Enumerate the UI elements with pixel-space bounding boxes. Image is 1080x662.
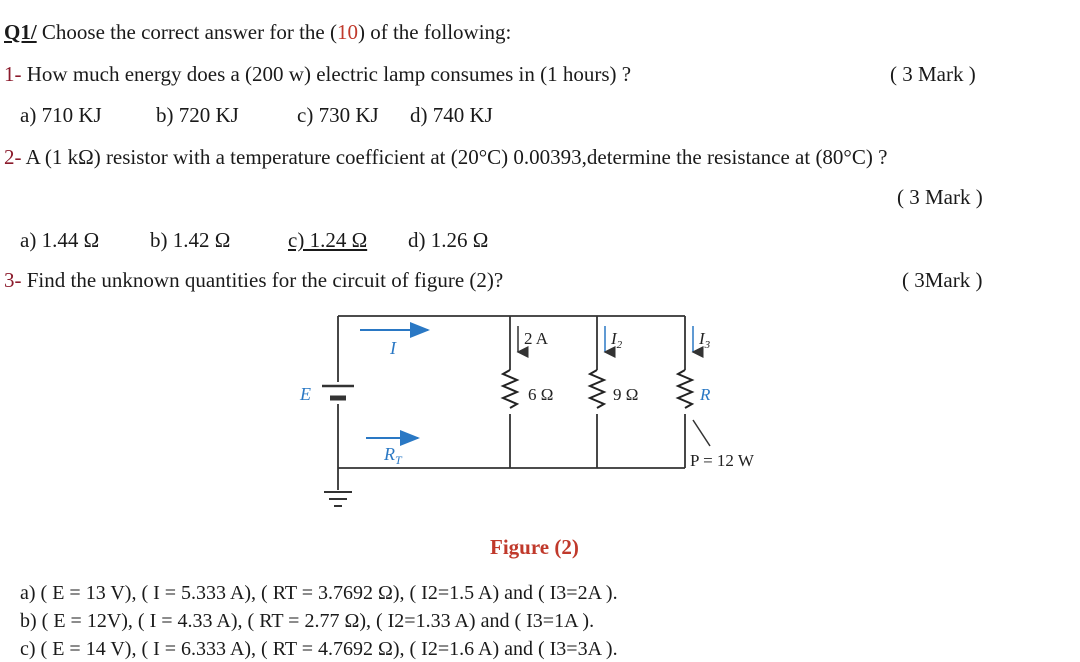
- question-1-text: How much energy does a (200 w) electric lamp consumes in (1 hours) ?: [26, 62, 632, 86]
- q1-option-d[interactable]: d) 740 KJ: [410, 103, 493, 127]
- label-branch-3-resistance: R: [700, 385, 711, 404]
- label-rt: $R_T$: [384, 444, 402, 467]
- answer-b-text: ( E = 12V), ( I = 4.33 A), ( RT = 2.77 Ω), ( I2=1.33 A) and ( I3=1A ).: [41, 610, 595, 632]
- q1-option-c[interactable]: c) 730 KJ: [297, 103, 379, 127]
- label-source-e: E: [300, 384, 311, 404]
- ground-symbol: [324, 492, 352, 506]
- answer-a-label: a): [20, 582, 36, 604]
- question-2-text: A (1 kΩ) resistor with a temperature coefficient at (20°C) 0.00393,determine the resistance at (80°C) ?: [25, 145, 888, 169]
- circuit-diagram: [280, 300, 800, 532]
- question-1-mark: ( 3 Mark ): [890, 62, 976, 86]
- label-current-i: I: [390, 338, 396, 358]
- label-branch-3-current: $I_3$: [699, 329, 711, 351]
- label-power: P = 12 W: [690, 451, 754, 470]
- question-3: [4, 268, 503, 293]
- answer-b-label: b): [20, 610, 37, 632]
- question-2-number: 2-: [4, 145, 22, 169]
- q2-option-a[interactable]: a) 1.44 Ω: [20, 228, 100, 252]
- answer-c-text: ( E = 14 V), ( I = 6.333 A), ( RT = 4.7692 Ω), ( I2=1.6 A) and ( I3=3A ).: [40, 638, 618, 660]
- question-2: [4, 145, 887, 170]
- label-branch-1-current: 2 A: [524, 329, 549, 348]
- question-3-number: 3-: [4, 268, 22, 292]
- header-count: 10: [336, 20, 358, 44]
- header-text-after: ) of the following:: [357, 20, 512, 44]
- question-3-text: Find the unknown quantities for the circuit of figure (2)?: [26, 268, 504, 292]
- answer-a-text: ( E = 13 V), ( I = 5.333 A), ( RT = 3.7692 Ω), ( I2=1.5 A) and ( I3=2A ).: [40, 582, 618, 604]
- question-2-mark: ( 3 Mark ): [897, 185, 983, 209]
- q1-option-b[interactable]: b) 720 KJ: [156, 103, 239, 127]
- label-branch-2-current: $I_2$: [611, 329, 623, 351]
- answer-option-c[interactable]: [20, 638, 618, 661]
- answer-option-b[interactable]: [20, 610, 594, 633]
- label-branch-2-resistance: 9 Ω: [613, 385, 639, 404]
- question-header: [4, 20, 511, 45]
- q2-option-d[interactable]: d) 1.26 Ω: [408, 228, 489, 252]
- label-branch-1-resistance: 6 Ω: [528, 385, 554, 404]
- answer-option-a[interactable]: [20, 582, 618, 605]
- question-1: [4, 62, 631, 87]
- q1-option-a[interactable]: a) 710 KJ: [20, 103, 102, 127]
- question-3-mark: ( 3Mark ): [902, 268, 983, 292]
- q2-option-c[interactable]: c) 1.24 Ω: [288, 228, 368, 252]
- power-pointer: [693, 420, 710, 446]
- q2-option-b[interactable]: b) 1.42 Ω: [150, 228, 231, 252]
- header-text-before: Choose the correct answer for the (: [41, 20, 337, 44]
- question-1-number: 1-: [4, 62, 22, 86]
- question-label: Q1/: [4, 20, 37, 44]
- answer-c-label: c): [20, 638, 36, 660]
- figure-caption: Figure (2): [490, 535, 579, 559]
- battery-symbol: [322, 386, 354, 398]
